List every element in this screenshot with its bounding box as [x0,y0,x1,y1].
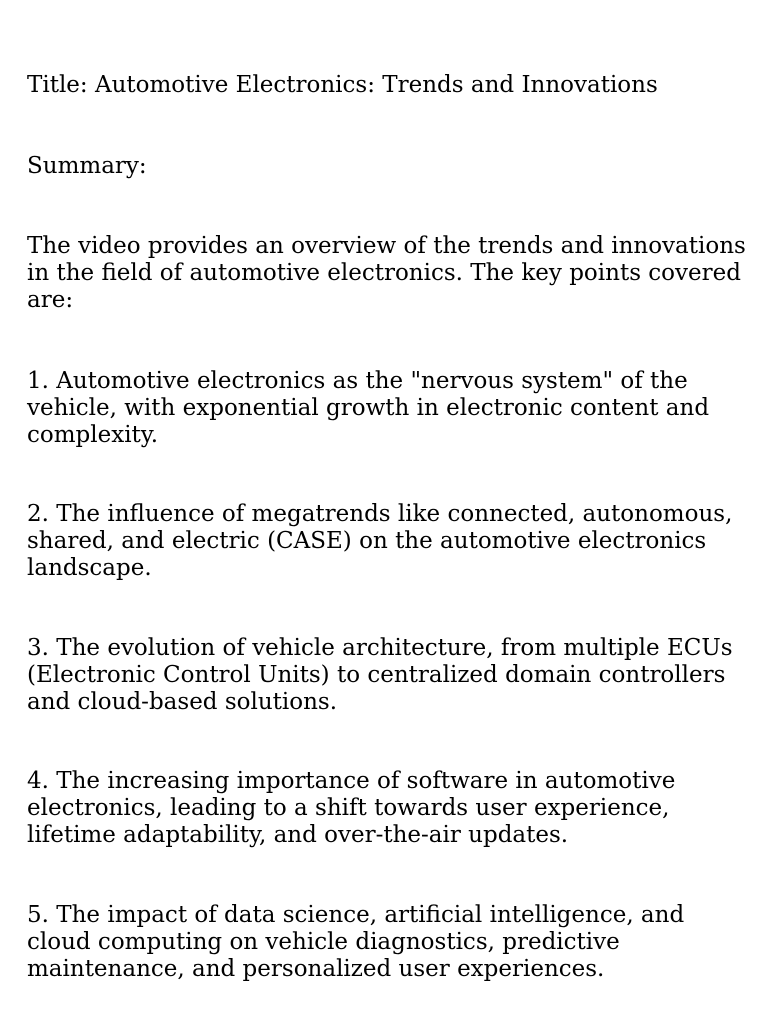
summary-label: Summary: [27,153,147,179]
key-point-5: 5. The impact of data science, artificial intelligence, and cloud computing on vehicle diagnostics, predictive maintenance, and personalized user experiences. [27,902,685,982]
key-point-1: 1. Automotive electronics as the "nervous system" of the vehicle, with exponential growth in electronic content and complexity. [27,368,710,448]
summary-intro: The video provides an overview of the trends and innovations in the field of automotive electronics. The key points covered are: [27,233,746,313]
document-title: Title: Automotive Electronics: Trends and Innovations [27,72,658,98]
key-point-4: 4. The increasing importance of software in automotive electronics, leading to a shift towards user experience, lifetime adaptability, and over-the-air updates. [27,768,676,848]
key-point-2: 2. The influence of megatrends like connected, autonomous, shared, and electric (CASE) on the automotive electronics landscape. [27,501,733,581]
key-point-3: 3. The evolution of vehicle architecture, from multiple ECUs (Electronic Control Units) to centralized domain controllers and cloud-based solutions. [27,635,733,715]
